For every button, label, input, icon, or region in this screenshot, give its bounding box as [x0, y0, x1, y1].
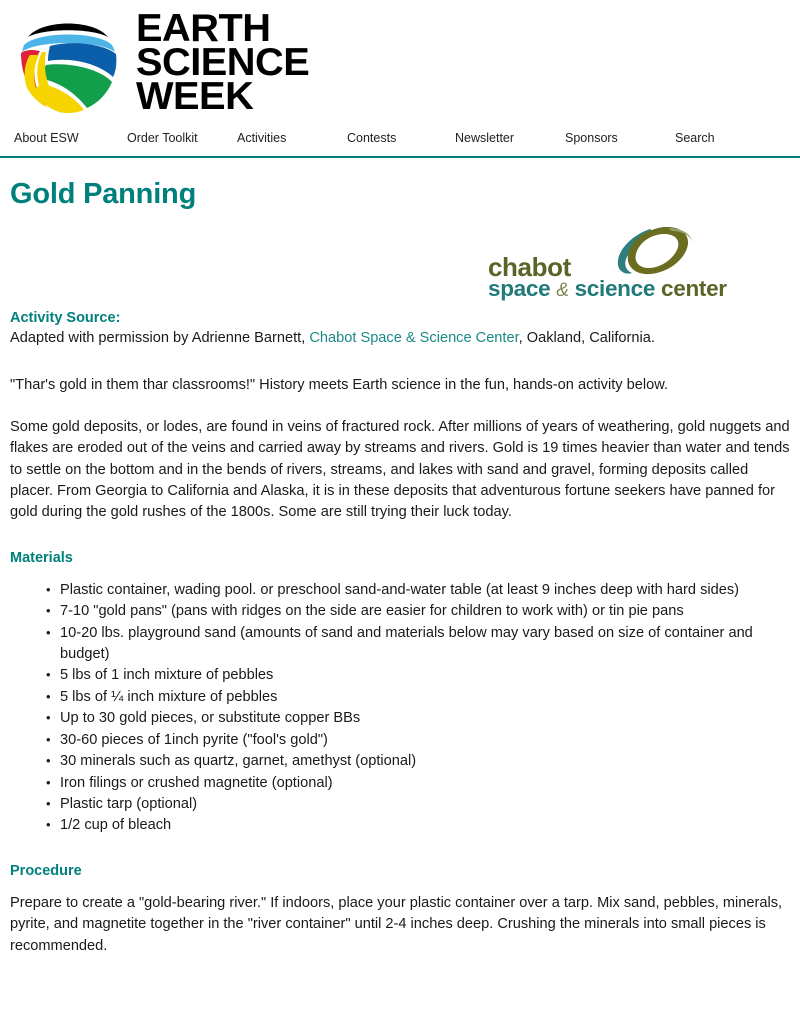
list-item: • 10-20 lbs. playground sand (amounts of sand and materials below may vary based on size of container and budget) [50, 623, 790, 666]
list-item: • Plastic tarp (optional) [50, 794, 790, 815]
page-title: Gold Panning [10, 178, 197, 210]
intro-tagline: "Thar's gold in them thar classrooms!" History meets Earth science in the fun, hands-on activity below. [10, 377, 668, 394]
site-header [0, 0, 800, 158]
activity-source-prefix: Adapted with permission by Adrienne Barnett, [10, 330, 310, 346]
nav-item-order-toolkit[interactable]: Order Toolkit [127, 131, 198, 145]
chabot-word-ampersand: & [556, 280, 569, 301]
chabot-wordmark-line-1: chabot [488, 252, 571, 282]
chabot-link[interactable]: Chabot Space & Science Center [309, 330, 519, 346]
nav-item-activities[interactable]: Activities [237, 131, 287, 145]
nav-item-contests[interactable]: Contests [347, 131, 397, 145]
list-item: • 1/2 cup of bleach [50, 815, 790, 836]
chabot-word-science: science [574, 276, 656, 301]
chabot-swoosh-icon [606, 225, 702, 277]
list-item: • Plastic container, wading pool. or preschool sand-and-water table (at least 9 inches deep with hard sides) [50, 580, 790, 601]
list-item: • Up to 30 gold pieces, or substitute copper BBs [50, 708, 790, 729]
list-item: • Iron filings or crushed magnetite (optional) [50, 773, 790, 794]
materials-list [10, 580, 790, 837]
list-item: • 30-60 pieces of 1inch pyrite ("fool's gold") [50, 730, 790, 751]
nav-item-newsletter[interactable]: Newsletter [455, 131, 515, 145]
intro-paragraph: Some gold deposits, or lodes, are found in veins of fractured rock. After millions of years of weathering, gold nuggets and flakes are eroded out of the veins and carried away by streams and rivers. Gold is 19 times heavier than water and tends to settle on the bottom and in the bends of rivers, streams, and lakes with sand and gravel, forming deposits called placer. From Georgia to California and Alaska, it is in these deposits that adventurous fortune seekers have panned for gold during the gold rushes of the 1800s. Some are still trying their luck today. [10, 418, 790, 521]
chabot-word-center: center [661, 276, 727, 301]
nav-item-sponsors[interactable]: Sponsors [565, 131, 618, 145]
partner-logo-region [10, 220, 790, 308]
list-item: • 5 lbs of ¼ inch mixture of pebbles [50, 687, 790, 708]
activity-source-text [10, 328, 790, 349]
procedure-paragraph-1: Prepare to create a "gold-bearing river." If indoors, place your plastic container over a tarp. Mix sand, pebbles, minerals, pyrite, and magnetite together in the "river container" until 2-4 inches deep. Crushing the minerals into small pieces is recommended. [10, 894, 783, 954]
materials-heading: Materials [10, 549, 73, 566]
brand-line-1: EARTH [136, 6, 271, 50]
procedure-heading: Procedure [10, 862, 82, 879]
chabot-word-space: space [488, 276, 551, 301]
brand-wordmark [136, 6, 310, 119]
activity-source-heading: Activity Source: [10, 310, 121, 326]
activity-source-suffix: , Oakland, California. [518, 330, 655, 346]
list-item: • 7-10 "gold pans" (pans with ridges on the side are easier for children to work with) or tin pie pans [50, 601, 790, 622]
chabot-logo[interactable] [488, 225, 727, 305]
page-content [0, 178, 800, 957]
chabot-wordmark-line-2 [488, 277, 727, 303]
nav-item-search[interactable]: Search [675, 131, 715, 145]
main-navigation [0, 130, 800, 156]
brand-line-2: SCIENCE [136, 40, 310, 84]
earth-science-week-globe-icon [12, 7, 124, 119]
site-logo[interactable] [12, 6, 310, 120]
nav-item-about-esw[interactable]: About ESW [14, 131, 79, 145]
list-item: • 5 lbs of 1 inch mixture of pebbles [50, 665, 790, 686]
list-item: • 30 minerals such as quartz, garnet, amethyst (optional) [50, 751, 790, 772]
brand-line-3: WEEK [136, 75, 254, 119]
